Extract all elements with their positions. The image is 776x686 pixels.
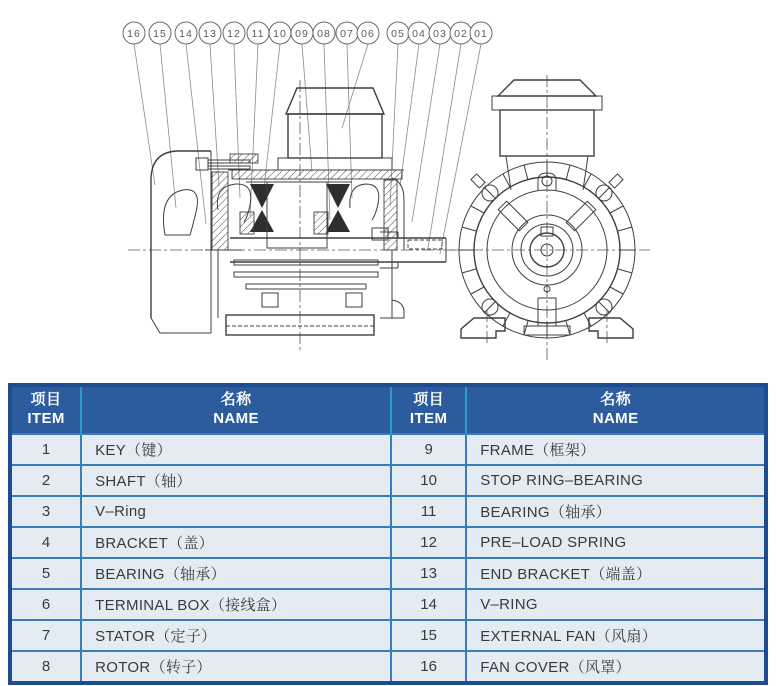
header-name-left	[81, 385, 391, 434]
motor-foot-section	[226, 300, 404, 335]
part-name: STOP RING–BEARING	[466, 465, 766, 496]
item-number: 12	[391, 527, 466, 558]
item-number: 10	[391, 465, 466, 496]
part-name: FAN COVER（风罩）	[466, 651, 766, 683]
part-name: V–Ring	[81, 496, 391, 527]
callout-balloons	[123, 22, 492, 44]
item-number: 15	[391, 620, 466, 651]
part-name: ROTOR（转子）	[81, 651, 391, 683]
svg-text:10: 10	[273, 28, 287, 40]
leader-lines	[134, 44, 481, 254]
item-number: 8	[10, 651, 81, 683]
table-row	[10, 527, 766, 558]
winding-loop-right	[350, 184, 379, 220]
table-row	[10, 465, 766, 496]
table-row	[10, 558, 766, 589]
item-number: 11	[391, 496, 466, 527]
header-item-right	[391, 385, 466, 434]
svg-text:06: 06	[361, 28, 375, 40]
header-name-right	[466, 385, 766, 434]
part-name: BRACKET（盖）	[81, 527, 391, 558]
callout-01	[470, 22, 492, 44]
end-bracket-section	[196, 154, 258, 250]
table-row	[10, 589, 766, 620]
callout-07	[336, 22, 358, 44]
terminal-box-section	[278, 88, 392, 170]
parts-table	[8, 383, 768, 685]
header-name-en: NAME	[592, 410, 639, 427]
part-name: END BRACKET（端盖）	[466, 558, 766, 589]
item-number: 14	[391, 589, 466, 620]
svg-text:07: 07	[340, 28, 354, 40]
svg-text:11: 11	[251, 28, 265, 40]
part-name: TERMINAL BOX（接线盒）	[81, 589, 391, 620]
header-item-zh: 项目	[30, 391, 62, 409]
item-number: 3	[10, 496, 81, 527]
svg-text:15: 15	[153, 28, 167, 40]
callout-05	[387, 22, 409, 44]
svg-text:02: 02	[454, 28, 468, 40]
callout-02	[450, 22, 472, 44]
key-section	[408, 240, 442, 249]
item-number: 16	[391, 651, 466, 683]
item-number: 13	[391, 558, 466, 589]
part-name: SHAFT（轴）	[81, 465, 391, 496]
part-name: STATOR（定子）	[81, 620, 391, 651]
header-name-zh: 名称	[220, 391, 252, 409]
svg-text:04: 04	[412, 28, 426, 40]
svg-text:13: 13	[203, 28, 217, 40]
callout-14	[175, 22, 197, 44]
item-number: 2	[10, 465, 81, 496]
callout-11	[247, 22, 269, 44]
svg-text:01: 01	[474, 28, 488, 40]
item-number: 1	[10, 434, 81, 465]
header-item-zh: 项目	[413, 391, 445, 409]
part-name: BEARING（轴承）	[81, 558, 391, 589]
table-row	[10, 434, 766, 465]
stator-winding-section	[240, 182, 352, 234]
header-name-en: NAME	[213, 410, 259, 427]
item-number: 6	[10, 589, 81, 620]
callout-09	[291, 22, 313, 44]
header-item-en: ITEM	[409, 410, 448, 427]
callout-06	[357, 22, 379, 44]
svg-text:12: 12	[227, 28, 241, 40]
external-fan-section	[163, 190, 197, 235]
callout-12	[223, 22, 245, 44]
item-number: 9	[391, 434, 466, 465]
part-name: EXTERNAL FAN（风扇）	[466, 620, 766, 651]
item-number: 4	[10, 527, 81, 558]
fan-cover-section	[151, 151, 211, 333]
header-name-zh: 名称	[600, 391, 632, 409]
part-name: PRE–LOAD SPRING	[466, 527, 766, 558]
part-name: BEARING（轴承）	[466, 496, 766, 527]
callout-04	[408, 22, 430, 44]
svg-text:08: 08	[317, 28, 331, 40]
parts-table-wrap	[0, 380, 776, 685]
frame-section	[228, 170, 404, 179]
header-item-left	[10, 385, 81, 434]
frame-fins	[218, 250, 392, 318]
table-row	[10, 651, 766, 683]
part-name: V–RING	[466, 589, 766, 620]
table-row	[10, 620, 766, 651]
callout-08	[313, 22, 335, 44]
end-view	[450, 75, 650, 362]
callout-16	[123, 22, 145, 44]
callout-10	[269, 22, 291, 44]
part-name: KEY（键）	[81, 434, 391, 465]
svg-text:03: 03	[433, 28, 447, 40]
item-number: 5	[10, 558, 81, 589]
callout-15	[149, 22, 171, 44]
header-item-en: ITEM	[27, 410, 65, 427]
item-number: 7	[10, 620, 81, 651]
callout-13	[199, 22, 221, 44]
svg-text:16: 16	[127, 28, 141, 40]
svg-text:14: 14	[179, 28, 193, 40]
callout-03	[429, 22, 451, 44]
table-row	[10, 496, 766, 527]
svg-text:09: 09	[295, 28, 309, 40]
part-name: FRAME（框架）	[466, 434, 766, 465]
svg-text:05: 05	[391, 28, 405, 40]
